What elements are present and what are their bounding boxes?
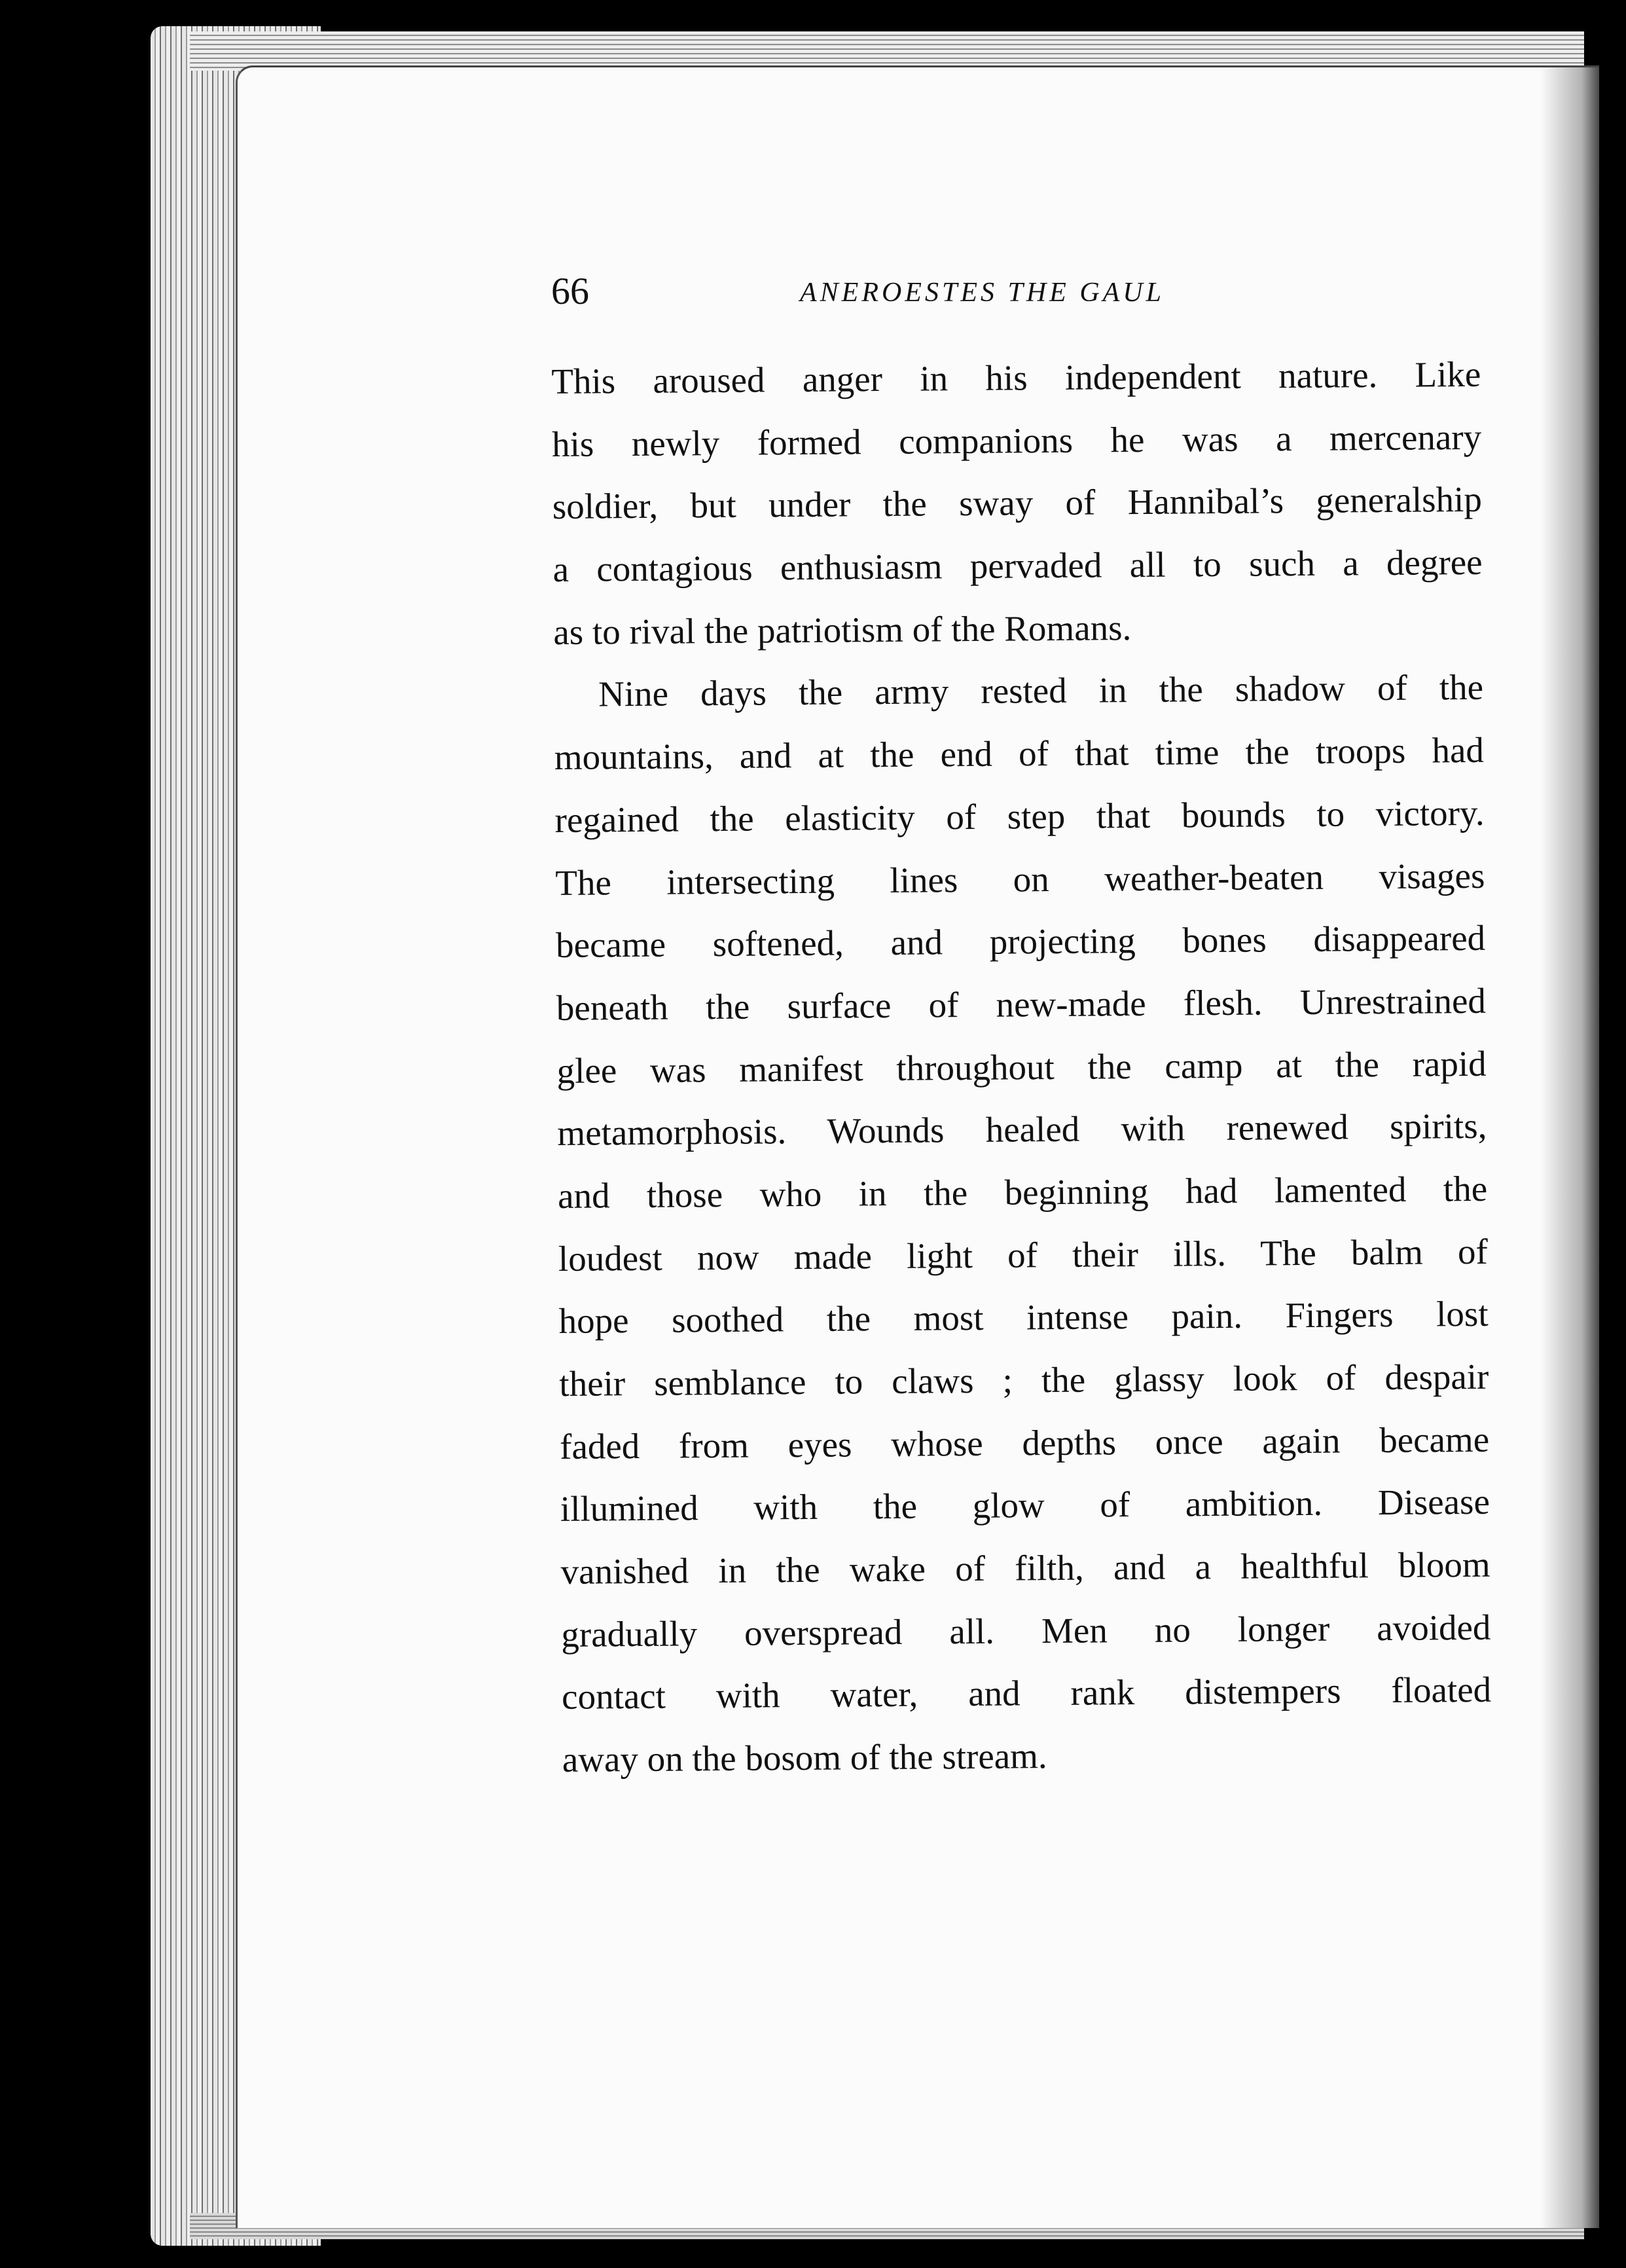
text-line: gradually overspread all. Men no longer avoided [561,1607,1491,1655]
text-line: This aroused anger in his independent nature. Like [551,354,1481,401]
text-line: his newly formed companions he was a mercenary [551,416,1482,464]
text-line: The intersecting lines on weather-beaten visages [555,855,1485,903]
text-line: contact with water, and rank distempers floated [561,1670,1492,1717]
text-line: regained the elasticity of step that bounds to victory. [554,792,1485,840]
running-head: ANEROESTES THE GAUL [800,278,1165,308]
text-line: vanished in the wake of filth, and a healthful bloom [560,1544,1490,1592]
text-line: away on the bosom of the stream. [562,1736,1047,1780]
text-line: soldier, but under the sway of Hannibal’s generalship [552,479,1483,527]
page-edges-top [190,31,1584,71]
text-line: mountains, and at the end of that time the troops had [554,729,1485,778]
page-number: 66 [551,270,589,312]
body-text [551,343,1492,1791]
text-line: illumined with the glow of ambition. Disease [560,1482,1490,1529]
text-line: their semblance to claws ; the glassy look of despair [559,1356,1489,1404]
text-line: as to rival the patriotism of the Romans. [553,607,1132,652]
text-line: Nine days the army rested in the shadow of the [598,667,1484,714]
text-line: a contagious enthusiasm pervaded all to such a degree [552,541,1483,590]
page-header [551,265,1219,318]
text-line: beneath the surface of new-made flesh. Unrestrained [556,980,1487,1028]
text-line: became softened, and projecting bones disappeared [555,918,1486,966]
text-line: hope soothed the most intense pain. Fingers lost [558,1294,1489,1342]
text-line: faded from eyes whose depths once again became [559,1419,1490,1467]
text-line: metamorphosis. Wounds healed with renewed spirits, [557,1106,1487,1154]
paragraph-2 [554,656,1492,1791]
text-line: glee was manifest throughout the camp at the rapid [556,1043,1487,1091]
paragraph-1 [551,343,1483,664]
text-line: and those who in the beginning had lamented the [557,1168,1488,1216]
text-line: loudest now made light of their ills. The balm of [558,1231,1489,1279]
gutter-shadow [1540,67,1599,2228]
